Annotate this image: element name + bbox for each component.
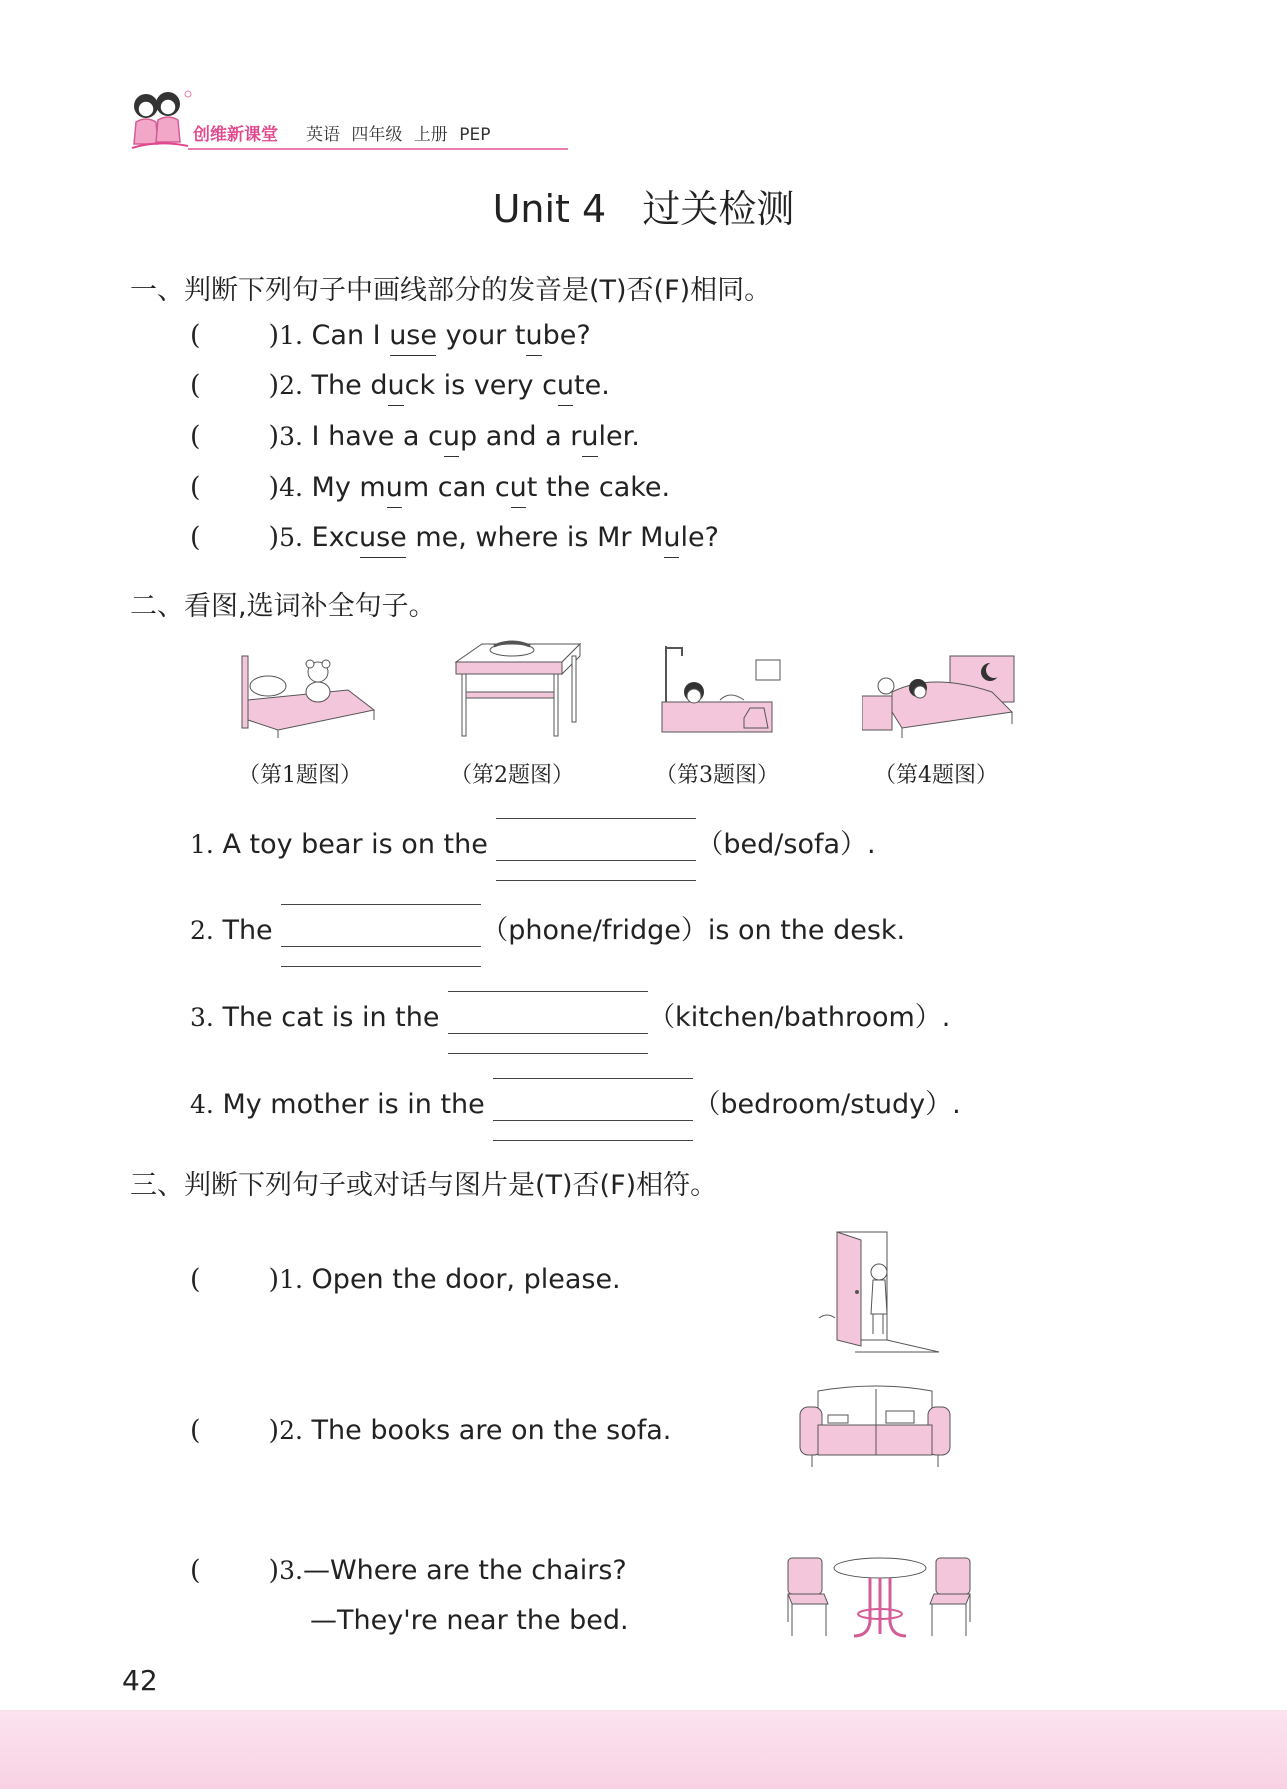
- book-info: 英语 四年级 上册 PEP: [306, 125, 491, 145]
- fill-item-3: 3. The cat is in the （kitchen/bathroom）.: [190, 995, 950, 1034]
- brand-name: 创维新课堂: [193, 125, 278, 145]
- page-number: 42: [122, 1664, 158, 1697]
- desk-with-phone-image: [452, 640, 582, 740]
- page-header: [128, 88, 828, 158]
- underlined-letters: u: [442, 421, 461, 452]
- answer-blank-2[interactable]: [281, 921, 481, 943]
- section-1-heading: 一、判断下列句子中画线部分的发音是(T)否(F)相同。: [130, 275, 772, 306]
- underlined-letters: u: [385, 472, 403, 503]
- fill-item-1: 1. A toy bear is on the （bed/sofa）.: [190, 822, 876, 861]
- door-with-boy-image: [815, 1228, 940, 1353]
- sofa-with-books-image: [798, 1385, 953, 1470]
- fill-item-4: 4. My mother is in the （bedroom/study）.: [190, 1082, 961, 1121]
- bathroom-with-cat-image: [660, 642, 785, 742]
- section-2-heading: 二、看图,选词补全句子。: [130, 591, 436, 622]
- underlined-letters: u: [556, 370, 575, 401]
- caption-image-4: （第4题图）: [874, 763, 998, 788]
- caption-image-3: （第3题图）: [655, 763, 779, 788]
- table-and-chairs-image: [784, 1552, 974, 1640]
- judge-item-2: ( )2. The books are on the sofa.: [190, 1415, 672, 1446]
- fill-item-2: 2. The （phone/fridge）is on the desk.: [190, 908, 905, 947]
- underlined-letters: u: [509, 472, 527, 503]
- answer-blank-4[interactable]: [493, 1095, 693, 1117]
- judge-item-3-reply: —They're near the bed.: [310, 1605, 629, 1636]
- underlined-letters: u: [581, 421, 599, 452]
- caption-image-2: （第2题图）: [450, 763, 574, 788]
- pronunciation-item-2: ( )2. The duck is very cute.: [190, 370, 610, 401]
- page-title: Unit 4 过关检测: [492, 187, 795, 231]
- bed-with-teddy-bear-image: [238, 650, 378, 740]
- underlined-letters: u: [663, 522, 681, 553]
- section-3-heading: 三、判断下列句子或对话与图片是(T)否(F)相符。: [130, 1170, 718, 1201]
- underlined-letters: use: [389, 320, 437, 351]
- underlined-letters: use: [358, 522, 407, 553]
- judge-item-1: ( )1. Open the door, please.: [190, 1264, 621, 1295]
- bedroom-sleeping-mother-image: [862, 652, 1017, 742]
- pronunciation-item-4: ( )4. My mum can cut the cake.: [190, 472, 671, 503]
- underlined-letters: u: [387, 370, 405, 401]
- judge-item-3: ( )3.—Where are the chairs?: [190, 1555, 627, 1586]
- kids-logo-icon: [128, 88, 200, 154]
- underlined-letters: u: [525, 320, 543, 351]
- header-divider: [188, 148, 568, 150]
- pronunciation-item-1: ( )1. Can I use your tube?: [190, 320, 591, 351]
- pronunciation-item-3: ( )3. I have a cup and a ruler.: [190, 421, 640, 452]
- answer-blank-1[interactable]: [496, 835, 696, 857]
- pronunciation-item-5: ( )5. Excuse me, where is Mr Mule?: [190, 522, 719, 553]
- caption-image-1: （第1题图）: [238, 763, 362, 788]
- footer-band: [0, 1710, 1287, 1789]
- answer-blank-3[interactable]: [448, 1008, 648, 1030]
